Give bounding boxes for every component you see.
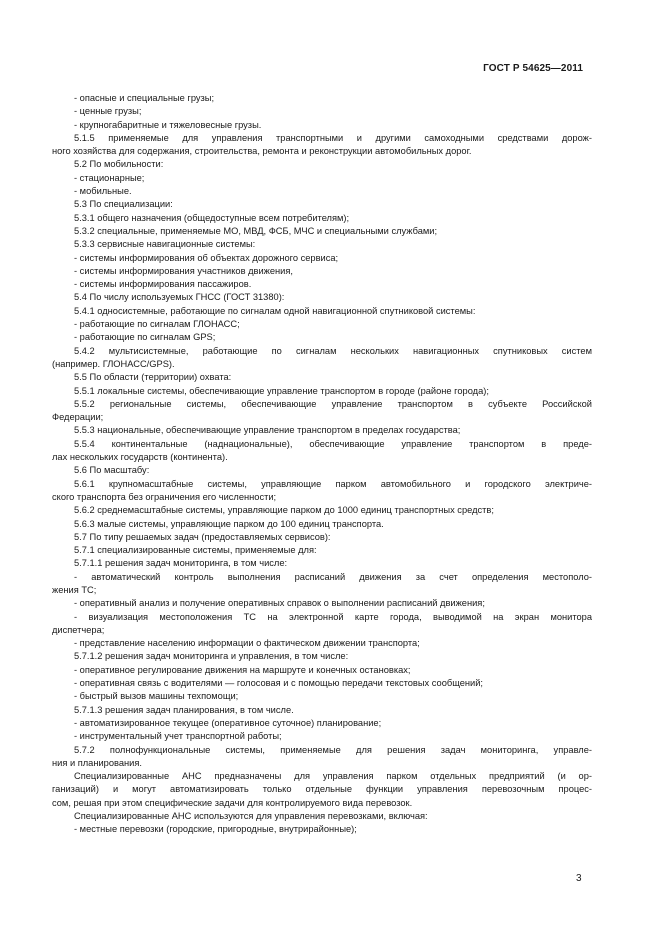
- text-line: 5.7.1.2 решения задач мониторинга и управления, в том числе:: [74, 651, 349, 662]
- text-line: 5.5.3 национальные, обеспечивающие управление транспортом в пределах государства;: [74, 425, 461, 436]
- text-line: - системы информирования об объектах дорожного сервиса;: [74, 252, 339, 263]
- text-line: 5.6.3 малые системы, управляющие парком до 100 единиц транспорта.: [74, 518, 384, 529]
- text-line: 5.6 По масштабу:: [74, 465, 150, 476]
- text-line: ского транспорта без ограничения его численности;: [52, 491, 277, 502]
- text-line: - ценные грузы;: [74, 106, 142, 117]
- text-line: 5.4.2 мультисистемные, работающие по сигналам нескольких навигационных спутниковых систем: [74, 345, 592, 356]
- text-line: ганизаций) и могут автоматизировать только отдельные функции управления перевозочным процес-: [52, 784, 592, 795]
- text-line: - мобильные.: [74, 186, 132, 197]
- text-line: жения ТС;: [52, 584, 97, 595]
- text-line: - системы информирования пассажиров.: [74, 279, 252, 290]
- page-number: 3: [576, 873, 582, 884]
- text-line: Специализированные АНС используются для управления перевозками, включая:: [74, 811, 428, 822]
- text-line: - инструментальный учет транспортной работы;: [74, 731, 282, 742]
- text-line: - местные перевозки (городские, пригородные, внутрирайонные);: [74, 824, 357, 835]
- text-line: 5.5.1 локальные системы, обеспечивающие управление транспортом в городе (районе города);: [74, 385, 489, 396]
- text-line: диспетчера;: [52, 624, 105, 635]
- text-line: ния и планирования.: [52, 757, 142, 768]
- text-line: 5.4 По числу используемых ГНСС (ГОСТ 31380):: [74, 292, 285, 303]
- text-line: 5.7.2 полнофункциональные системы, применяемые для решения задач мониторинга, управле-: [74, 744, 592, 755]
- text-line: - оперативное регулирование движения на маршруте и конечных остановках;: [74, 664, 411, 675]
- text-line: 5.6.1 крупномасштабные системы, управляющие парком автомобильного и городского электриче-: [74, 478, 592, 489]
- text-line: - автоматический контроль выполнения расписаний движения за счет определения местополо-: [74, 571, 592, 582]
- text-line: - системы информирования участников движения,: [74, 265, 293, 276]
- text-line: 5.7.1.1 решения задач мониторинга, в том числе:: [74, 558, 288, 569]
- text-line: 5.2 По мобильности:: [74, 159, 164, 170]
- text-line: ного хозяйства для содержания, строительства, ремонта и реконструкции автомобильных дорог.: [52, 146, 472, 157]
- text-line: - быстрый вызов машины техпомощи;: [74, 691, 239, 702]
- text-line: 5.3.3 сервисные навигационные системы:: [74, 239, 256, 250]
- text-line: 5.4.1 односистемные, работающие по сигналам одной навигационной спутниковой системы:: [74, 305, 476, 316]
- text-line: (например. ГЛОНАСС/GPS).: [52, 358, 175, 369]
- text-line: - автоматизированное текущее (оперативное суточное) планирование;: [74, 717, 382, 728]
- text-line: - оперативный анализ и получение оперативных справок о выполнении расписаний движения;: [74, 598, 485, 609]
- text-line: - стационарные;: [74, 172, 145, 183]
- text-line: - опасные и специальные грузы;: [74, 93, 215, 103]
- text-line: - визуализация местоположения ТС на электронной карте города, выводимой на экран монитора: [74, 611, 592, 622]
- text-line: - представление населению информации о фактическом движении транспорта;: [74, 638, 420, 649]
- text-line: 5.5.2 региональные системы, обеспечивающие управление транспортом в субъекте Российской: [74, 398, 592, 409]
- standard-header: ГОСТ Р 54625—2011: [483, 63, 583, 74]
- text-line: 5.3 По специализации:: [74, 199, 173, 210]
- text-line: 5.7.1.3 решения задач планирования, в том числе.: [74, 704, 294, 715]
- text-line: 5.5.4 континентальные (наднациональные), обеспечивающие управление транспортом в преде-: [74, 438, 592, 449]
- body-text: [52, 92, 592, 837]
- text-line: Специализированные АНС предназначены для управления парком отдельных предприятий (и ор-: [74, 771, 592, 782]
- text-line: 5.1.5 применяемые для управления транспортными и другими самоходными средствами дорож-: [74, 132, 592, 143]
- text-line: 5.7.1 специализированные системы, применяемые для:: [74, 545, 317, 556]
- text-line: сом, решая при этом специфические задачи для контролируемого вида перевозок.: [52, 797, 413, 808]
- text-line: 5.3.1 общего назначения (общедоступные всем потребителям);: [74, 212, 350, 223]
- text-line: - оперативная связь с водителями — голосовая и с помощью передачи текстовых сообщений;: [74, 678, 484, 689]
- text-line: - работающие по сигналам ГЛОНАСС;: [74, 319, 240, 330]
- text-line: 5.6.2 среднемасштабные системы, управляющие парком до 1000 единиц транспортных средств;: [74, 505, 494, 516]
- text-line: Федерации;: [52, 412, 104, 423]
- text-line: 5.5 По области (территории) охвата:: [74, 372, 232, 383]
- text-line: 5.7 По типу решаемых задач (предоставляемых сервисов):: [74, 531, 331, 542]
- text-line: - крупногабаритные и тяжеловесные грузы.: [74, 119, 262, 130]
- text-line: лах нескольких государств (континента).: [52, 452, 228, 463]
- text-line: 5.3.2 специальные, применяемые МО, МВД, ФСБ, МЧС и специальными службами;: [74, 225, 438, 236]
- text-line: - работающие по сигналам GPS;: [74, 332, 216, 343]
